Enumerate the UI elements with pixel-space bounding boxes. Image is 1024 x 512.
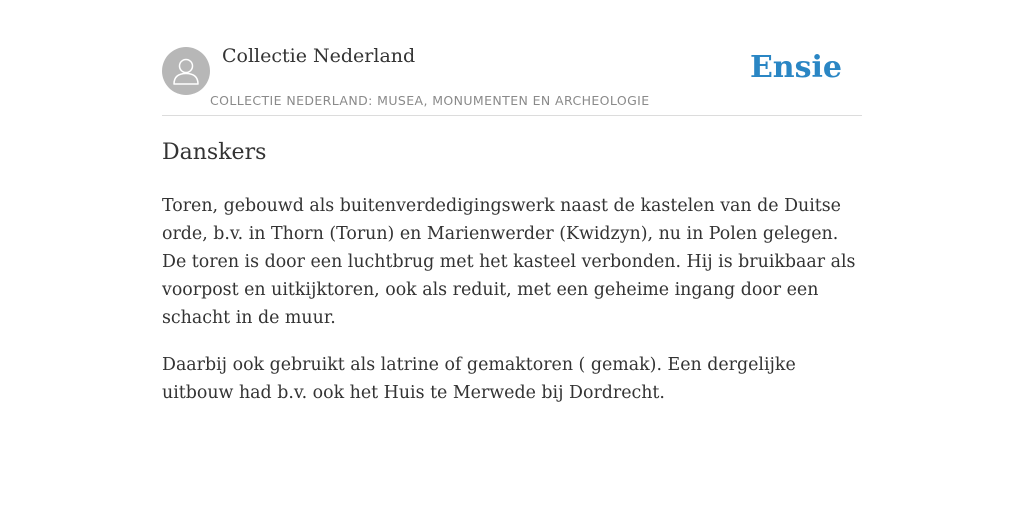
article-paragraph-2: Daarbij ook gebruikt als latrine of gemaktoren ( gemak). Een dergelijke uitbouw had b.v. ook het Huis te Merwede bij Dordrecht. — [162, 355, 796, 403]
page-container — [162, 0, 862, 403]
article-paragraph-1: Toren, gebouwd als buitenverdedigingswerk naast de kastelen van de Duitse orde, b.v. in Thorn (Torun) en Marienwerder (Kwidzyn), nu in Polen gelegen. De toren is door een luchtbrug met het kasteel verbonden. Hij is bruikbaar als voorpost en uitkijktoren, ook als reduit, met een geheime ingang door een schacht in de muur. — [162, 196, 856, 328]
article-body — [162, 192, 862, 426]
article-header — [162, 0, 862, 116]
author-name[interactable]: Collectie Nederland — [222, 45, 416, 67]
collection-subtitle[interactable]: COLLECTIE NEDERLAND: MUSEA, MONUMENTEN EN ARCHEOLOGIE — [210, 93, 650, 108]
brand-logo[interactable]: Ensie — [749, 50, 842, 85]
user-silhouette-icon — [162, 47, 210, 95]
article-title: Danskers — [162, 140, 267, 165]
avatar[interactable] — [162, 47, 210, 95]
